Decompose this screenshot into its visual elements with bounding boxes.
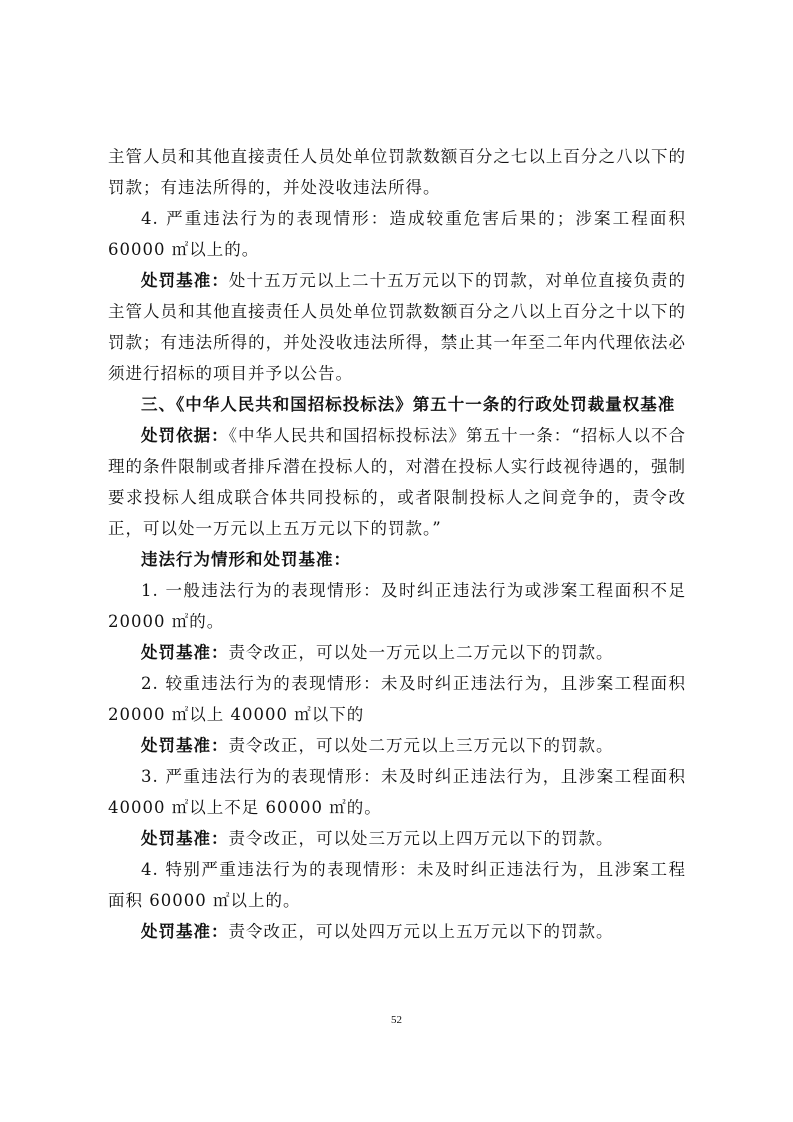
paragraph-item-1 (108, 575, 686, 637)
para-bold-run: 处罚基准： (141, 829, 229, 848)
para-bold-run: 处罚基准： (141, 271, 229, 290)
para-text-run: 4. 严重违法行为的表现情形：造成较重危害后果的；涉案工程面积60000 ㎡以上的。 (108, 209, 686, 259)
page-number: 52 (391, 1014, 402, 1026)
paragraph-item-4b (108, 854, 686, 916)
paragraph-item-2 (108, 668, 686, 730)
paragraph-subheading (108, 544, 686, 575)
para-bold-run: 处罚基准： (141, 922, 229, 941)
paragraph-penalty-basis (108, 420, 686, 544)
para-bold-run: 处罚基准： (141, 643, 229, 662)
paragraph-item-4 (108, 203, 686, 265)
paragraph-penalty-standard (108, 265, 686, 389)
para-text-run: 责令改正，可以处二万元以上三万元以下的罚款。 (228, 736, 614, 755)
para-text-run: 责令改正，可以处四万元以上五万元以下的罚款。 (228, 922, 614, 941)
para-bold-run: 处罚依据： (141, 426, 229, 445)
para-text-run: 2. 较重违法行为的表现情形：未及时纠正违法行为，且涉案工程面积 20000 ㎡以上 40000 ㎡以下的 (108, 674, 686, 724)
para-text-run: 主管人员和其他直接责任人员处单位罚款数额百分之七以上百分之八以下的罚款；有违法所得的，并处没收违法所得。 (108, 147, 686, 197)
paragraph-standard-1 (108, 637, 686, 668)
paragraph-continuation (108, 141, 686, 203)
para-text-run: 4. 特别严重违法行为的表现情形：未及时纠正违法行为，且涉案工程面积 60000 ㎡以上的。 (108, 860, 686, 910)
para-bold-run: 处罚基准： (141, 736, 229, 755)
heading-text: 三、《中华人民共和国招标投标法》第五十一条的行政处罚裁量权基准 (141, 395, 676, 414)
para-text-run: 责令改正，可以处一万元以上二万元以下的罚款。 (228, 643, 614, 662)
document-body (108, 141, 686, 947)
paragraph-item-3 (108, 761, 686, 823)
para-text-run: 处十五万元以上二十五万元以下的罚款，对单位直接负责的主管人员和其他直接责任人员处单位罚款数额百分之八以上百分之十以下的罚款；有违法所得的，并处没收违法所得，禁止其一年至二年内代理依法必须进行招标的项目并予以公告。 (108, 271, 687, 383)
para-bold-run: 违法行为情形和处罚基准： (141, 550, 351, 569)
para-text-run: 3. 严重违法行为的表现情形：未及时纠正违法行为，且涉案工程面积 40000 ㎡以上不足 60000 ㎡的。 (108, 767, 686, 817)
para-text-run: 《中华人民共和国招标投标法》第五十一条：“招标人以不合理的条件限制或者排斥潜在投标人的，对潜在投标人实行歧视待遇的，强制要求投标人组成联合体共同投标的，或者限制投标人之间竞争的，责令改正，可以处一万元以上五万元以下的罚款。” (108, 426, 687, 538)
paragraph-standard-4 (108, 916, 686, 947)
paragraph-standard-3 (108, 823, 686, 854)
para-text-run: 1. 一般违法行为的表现情形：及时纠正违法行为或涉案工程面积不足 20000 ㎡的。 (108, 581, 686, 631)
paragraph-standard-2 (108, 730, 686, 761)
para-text-run: 责令改正，可以处三万元以上四万元以下的罚款。 (228, 829, 614, 848)
section-heading (108, 389, 686, 420)
